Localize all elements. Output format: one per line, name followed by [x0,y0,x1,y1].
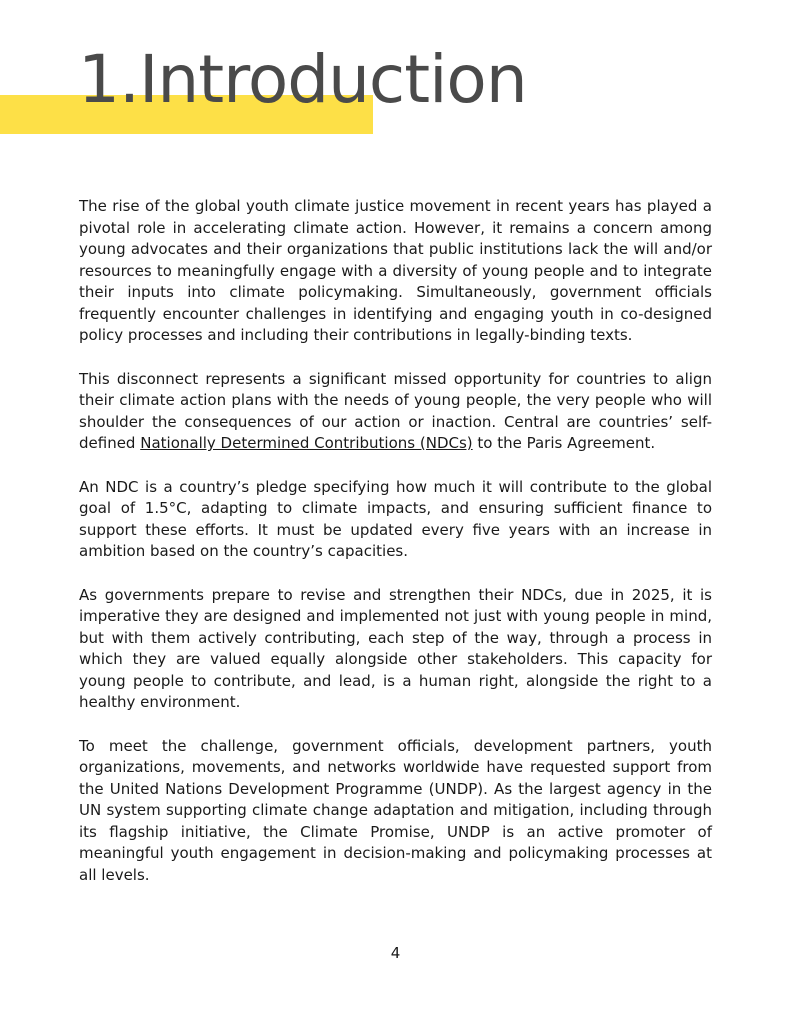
ndc-link[interactable]: Nationally Determined Contributions (NDCs) [140,434,473,452]
paragraph-governments: As governments prepare to revise and strengthen their NDCs, due in 2025, it is imperative they are designed and implemented not just with young people in mind, but with them actively contributing, each step of the way, through a process in which they are valued equally alongside other stakeholders. This capacity for young people to contribute, and lead, is a human right, alongside the right to a healthy environment. [79,585,712,711]
paragraph-text: to the Paris Agreement. [472,434,656,452]
page-number: 4 [390,944,401,962]
paragraph-youth-movement: The rise of the global youth climate justice movement in recent years has played a pivotal role in accelerating climate action. However, it remains a concern among young advocates and their organizations that public institutions lack the will and/or resources to meaningfully engage with a diversity of young people and to integrate their inputs into climate policymaking. Simultaneously, government officials frequently encounter challenges in identifying and engaging youth in co-designed policy processes and including their contributions in legally-binding texts. [79,197,712,344]
paragraph-ndc-definition: An NDC is a country’s pledge specifying how much it will contribute to the global goal of 1.5°C, adapting to climate impacts, and ensuring sufficient finance to support these efforts. It must be updated every five years with an increase in ambition based on the country’s capacities. [79,477,712,560]
paragraph-disconnect [79,369,712,455]
body-text [79,196,712,908]
section-heading [0,40,791,150]
page-title: 1.Introduction [78,41,527,118]
paragraph-text: This disconnect represents a significant missed opportunity for countries to align their climate action plans with the needs of young people, the very people who will shoulder the consequences of our action or inaction. Central are countries’ self-defined [79,369,712,452]
paragraph-undp: To meet the challenge, government officials, development partners, youth organizations, movements, and networks worldwide have requested support from the United Nations Development Programme (UNDP). As the largest agency in the UN system supporting climate change adaptation and mitigation, including through its flagship initiative, the Climate Promise, UNDP is an active promoter of meaningful youth engagement in decision-making and policymaking processes at all levels. [79,736,712,884]
